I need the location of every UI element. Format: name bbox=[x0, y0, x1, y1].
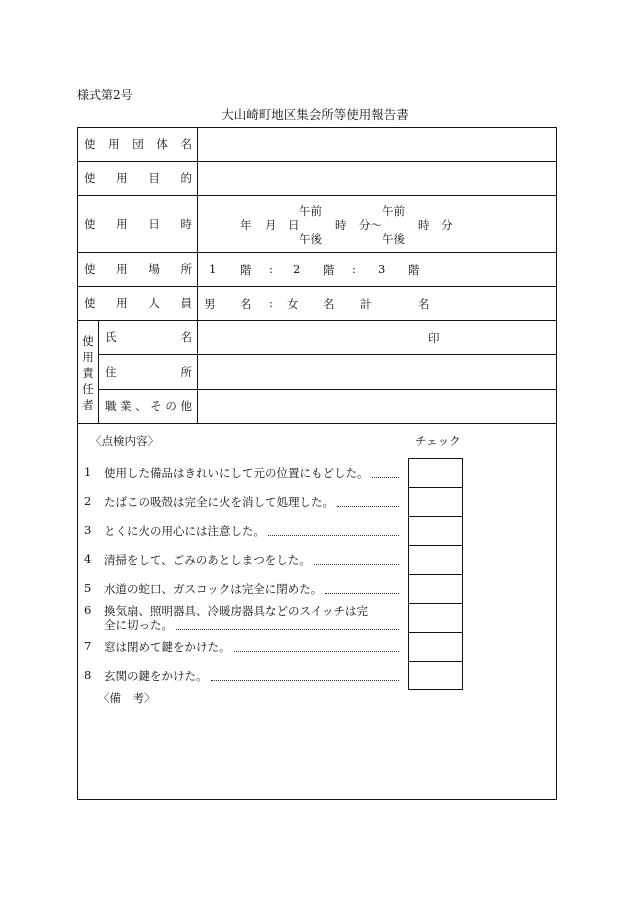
floor-2-unit: 階 bbox=[323, 263, 335, 277]
label-group-name bbox=[84, 127, 192, 161]
check-box[interactable] bbox=[408, 516, 463, 545]
label-char: 所 bbox=[180, 262, 192, 276]
label-char: 員 bbox=[180, 296, 192, 310]
check-box[interactable] bbox=[408, 661, 463, 690]
label-char: の bbox=[165, 399, 177, 413]
label-char: 用 bbox=[116, 262, 128, 276]
label-char: 体 bbox=[156, 137, 168, 151]
vertical-label-char: 者 bbox=[82, 398, 94, 412]
page-title: 大山崎町地区集会所等使用報告書 bbox=[221, 107, 409, 122]
label-char: 職 bbox=[105, 399, 117, 413]
checklist-item-text: 全に切った。 bbox=[104, 618, 173, 632]
label-char: 氏 bbox=[105, 330, 117, 344]
checklist-item-number: 4 bbox=[84, 552, 92, 566]
checklist-item-text: 窓は閉めて鍵をかけた。 bbox=[104, 640, 231, 654]
dotted-leader bbox=[325, 593, 399, 594]
responsible-column-divider bbox=[98, 320, 99, 423]
checklist-item-number: 1 bbox=[84, 465, 92, 479]
check-box[interactable] bbox=[408, 603, 463, 632]
checklist-item-number: 7 bbox=[84, 639, 92, 653]
checklist-item-number: 5 bbox=[84, 581, 92, 595]
checklist-item-text: たばこの吸殻は完全に火を消して処理した。 bbox=[104, 495, 334, 509]
floor-3-unit: 階 bbox=[408, 263, 420, 277]
label-responsible-occupation bbox=[105, 389, 192, 423]
male-label: 男 bbox=[204, 297, 216, 311]
checklist-item-text: 換気扇、照明器具、冷暖房器具などのスイッチは完 bbox=[104, 604, 369, 618]
people-field[interactable] bbox=[198, 287, 556, 319]
label-char: 用 bbox=[108, 137, 120, 151]
label-char: 日 bbox=[148, 216, 160, 231]
place-separator: : bbox=[269, 262, 273, 276]
responsible-name-field[interactable] bbox=[198, 321, 556, 353]
label-char: 使 bbox=[84, 171, 96, 185]
label-char: 使 bbox=[84, 262, 96, 276]
label-char: 目 bbox=[148, 171, 160, 185]
label-responsible-name bbox=[105, 320, 192, 354]
label-char: 使 bbox=[84, 296, 96, 310]
place-separator: : bbox=[352, 262, 356, 276]
vertical-label-char: 責 bbox=[82, 366, 94, 380]
dotted-leader bbox=[176, 629, 399, 630]
label-char: 人 bbox=[148, 296, 160, 310]
label-responsible-address bbox=[105, 354, 192, 389]
checklist-item-number: 6 bbox=[84, 603, 92, 617]
form-number: 様式第2号 bbox=[77, 88, 133, 102]
check-column-header: チェック bbox=[415, 434, 461, 448]
checklist-item-number: 8 bbox=[84, 668, 92, 682]
label-char: 所 bbox=[180, 364, 192, 379]
checklist-item-text: 水道の蛇口、ガスコックは完全に閉めた。 bbox=[104, 582, 323, 596]
vertical-label-char: 使 bbox=[82, 334, 94, 348]
dotted-leader bbox=[234, 651, 400, 652]
vertical-label-char: 用 bbox=[82, 350, 94, 364]
label-char: 用 bbox=[116, 171, 128, 185]
checklist-item-text: 使用した備品はきれいにして元の位置にもどした。 bbox=[104, 466, 369, 480]
label-char: 用 bbox=[116, 296, 128, 310]
female-unit: 名 bbox=[323, 297, 335, 311]
label-char: 使 bbox=[84, 216, 96, 231]
dotted-leader bbox=[314, 564, 399, 565]
checklist-item-text: 清掃をして、ごみのあとしまつをした。 bbox=[104, 553, 311, 567]
check-box[interactable] bbox=[408, 458, 463, 487]
responsible-person-label bbox=[81, 333, 95, 413]
row-divider bbox=[77, 423, 557, 424]
check-box[interactable] bbox=[408, 487, 463, 516]
checklist-item-text: とくに火の用心には注意した。 bbox=[104, 524, 265, 538]
dotted-leader bbox=[268, 535, 399, 536]
checklist-item-text: 玄関の鍵をかけた。 bbox=[104, 669, 208, 683]
remarks-title: 〈備 考〉 bbox=[98, 691, 156, 705]
label-char: 、 bbox=[135, 399, 147, 413]
datetime-field[interactable] bbox=[198, 196, 556, 251]
label-char: 使 bbox=[84, 137, 96, 151]
floor-1-unit: 階 bbox=[240, 263, 252, 277]
group-name-field[interactable] bbox=[198, 128, 556, 160]
checklist-title: 〈点検内容〉 bbox=[90, 434, 159, 448]
checklist-item-number: 3 bbox=[84, 523, 92, 537]
label-char: 場 bbox=[148, 262, 160, 276]
end-minute-label: 分 bbox=[441, 218, 453, 232]
people-separator: : bbox=[269, 296, 273, 310]
male-unit: 名 bbox=[240, 297, 252, 311]
vertical-label-char: 任 bbox=[82, 382, 94, 396]
label-char: 用 bbox=[116, 216, 128, 231]
check-box[interactable] bbox=[408, 574, 463, 603]
year-label: 年 bbox=[240, 218, 252, 232]
total-label: 計 bbox=[360, 297, 372, 311]
check-box[interactable] bbox=[408, 632, 463, 661]
remarks-field[interactable] bbox=[84, 708, 550, 794]
check-box[interactable] bbox=[408, 545, 463, 574]
start-hour-label: 時 bbox=[335, 218, 347, 232]
label-char: 団 bbox=[132, 137, 144, 151]
day-label: 日 bbox=[288, 218, 300, 232]
label-char: 名 bbox=[180, 330, 192, 344]
end-am-label: 午前 bbox=[382, 204, 405, 218]
start-am-label: 午前 bbox=[299, 204, 322, 218]
label-char: 的 bbox=[180, 171, 192, 185]
end-pm-label: 午後 bbox=[382, 232, 405, 246]
responsible-occupation-field[interactable] bbox=[198, 390, 556, 422]
label-char: 時 bbox=[180, 216, 192, 231]
label-char: 名 bbox=[180, 137, 192, 151]
label-char: そ bbox=[150, 399, 162, 413]
seal-mark: 印 bbox=[428, 331, 440, 345]
dotted-leader bbox=[211, 680, 400, 681]
end-hour-label: 時 bbox=[418, 218, 430, 232]
total-unit: 名 bbox=[418, 297, 430, 311]
floor-1-number: 1 bbox=[209, 262, 217, 276]
label-char: 住 bbox=[105, 364, 117, 379]
start-pm-label: 午後 bbox=[299, 232, 322, 246]
start-minute-label: 分〜 bbox=[359, 218, 382, 232]
label-place bbox=[84, 252, 192, 286]
dotted-leader bbox=[337, 506, 399, 507]
label-purpose bbox=[84, 161, 192, 195]
female-label: 女 bbox=[287, 297, 299, 311]
label-char: 業 bbox=[120, 399, 132, 413]
purpose-field[interactable] bbox=[198, 162, 556, 194]
dotted-leader bbox=[372, 477, 400, 478]
label-people bbox=[84, 286, 192, 320]
month-label: 月 bbox=[265, 218, 277, 232]
floor-3-number: 3 bbox=[378, 262, 386, 276]
label-datetime bbox=[84, 195, 192, 252]
checklist-item-number: 2 bbox=[84, 494, 92, 508]
label-char: 他 bbox=[180, 399, 192, 413]
place-field[interactable] bbox=[198, 253, 556, 285]
floor-2-number: 2 bbox=[293, 262, 301, 276]
responsible-address-field[interactable] bbox=[198, 355, 556, 388]
